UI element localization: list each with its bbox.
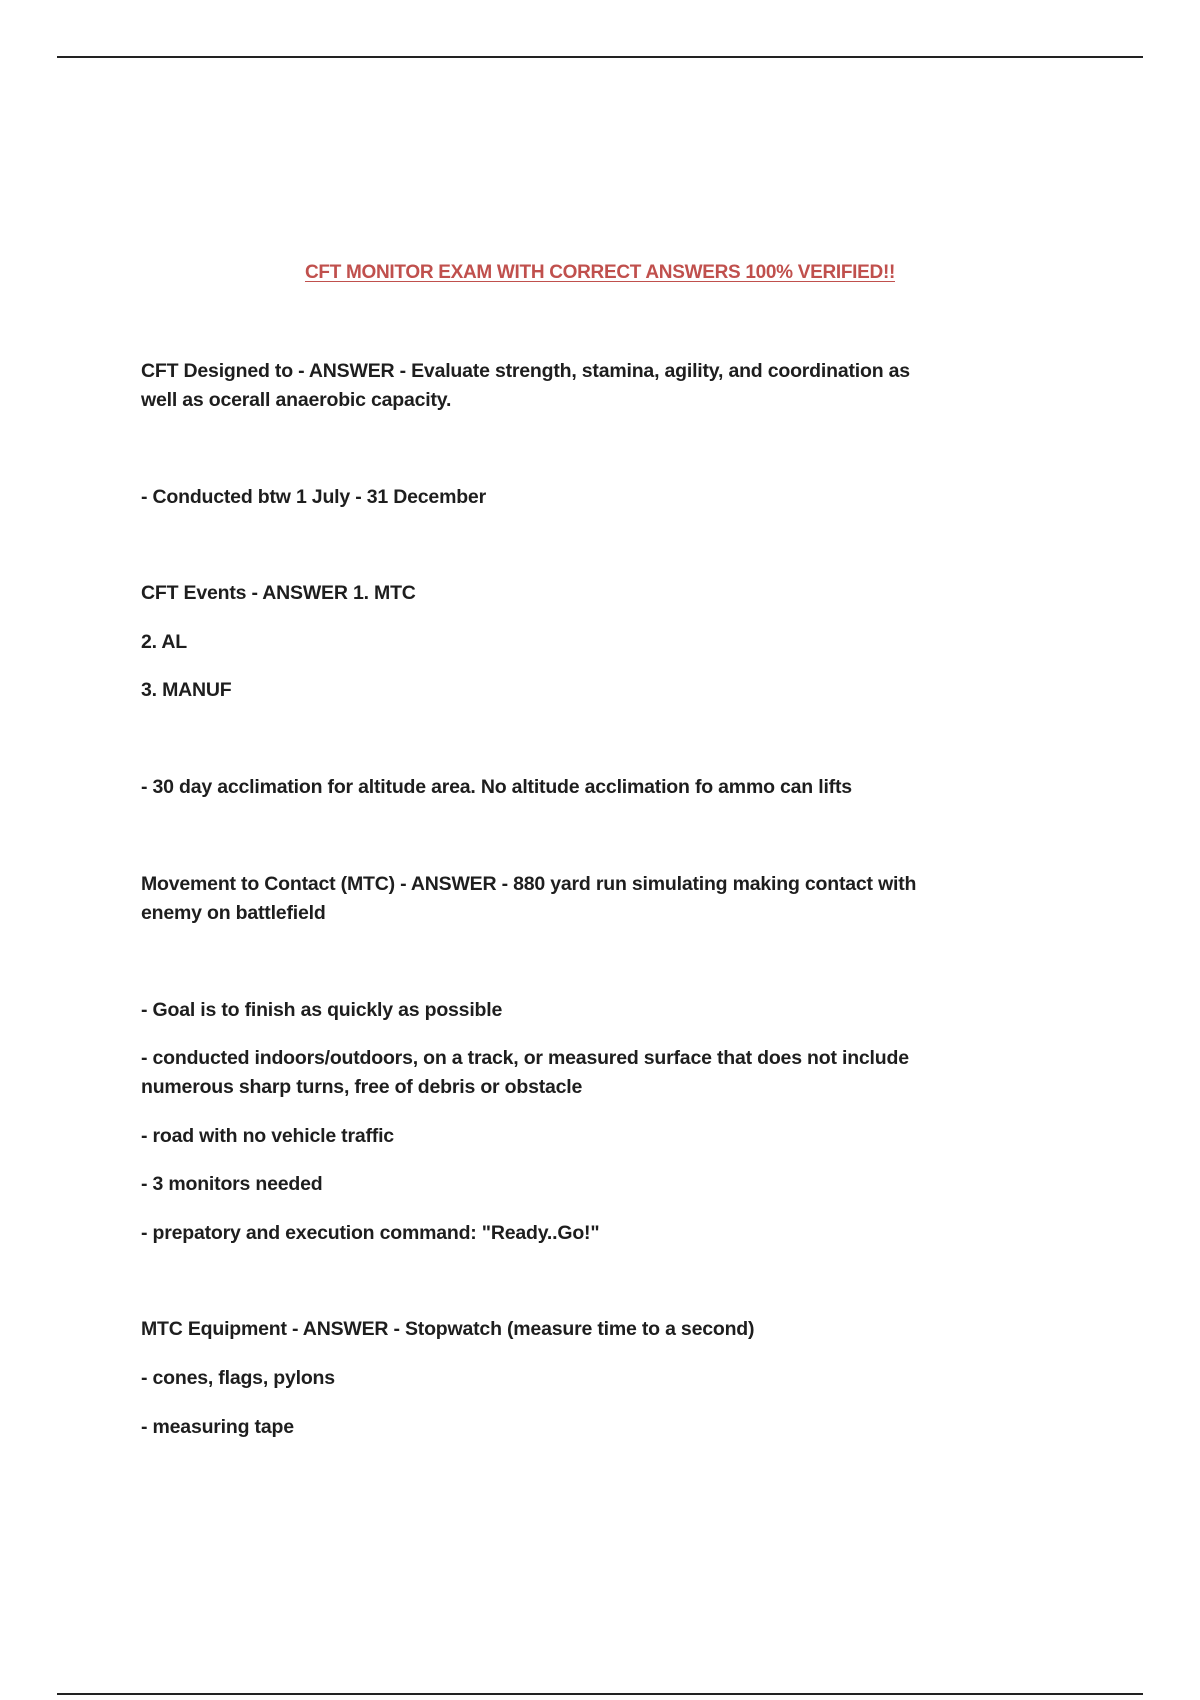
text-line: numerous sharp turns, free of debris or obstacle [141, 1076, 583, 1098]
text-line: 3. MANUF [141, 679, 232, 701]
text-line: - 30 day acclimation for altitude area. No altitude acclimation fo ammo can lifts [141, 776, 852, 798]
text-line: CFT Designed to - ANSWER - Evaluate strength, stamina, agility, and coordination as [141, 360, 910, 382]
text-line: - road with no vehicle traffic [141, 1125, 394, 1147]
text-line: enemy on battlefield [141, 902, 326, 924]
text-line: - Conducted btw 1 July - 31 December [141, 486, 486, 508]
text-line: - conducted indoors/outdoors, on a track, or measured surface that does not include [141, 1047, 909, 1069]
text-line: - measuring tape [141, 1416, 294, 1438]
text-line: MTC Equipment - ANSWER - Stopwatch (measure time to a second) [141, 1318, 755, 1340]
text-line: Movement to Contact (MTC) - ANSWER - 880 yard run simulating making contact with [141, 873, 917, 895]
header-rule [57, 56, 1143, 58]
footer-rule [57, 1693, 1143, 1695]
text-line: - 3 monitors needed [141, 1173, 323, 1195]
text-line: CFT Events - ANSWER 1. MTC [141, 582, 416, 604]
text-line: - Goal is to finish as quickly as possible [141, 999, 503, 1021]
document-title: CFT MONITOR EXAM WITH CORRECT ANSWERS 100% VERIFIED!! [304, 262, 895, 283]
text-line: well as ocerall anaerobic capacity. [141, 389, 452, 411]
text-line: - cones, flags, pylons [141, 1367, 335, 1389]
text-line: 2. AL [141, 631, 187, 653]
text-line: - prepatory and execution command: "Ready..Go!" [141, 1222, 600, 1244]
